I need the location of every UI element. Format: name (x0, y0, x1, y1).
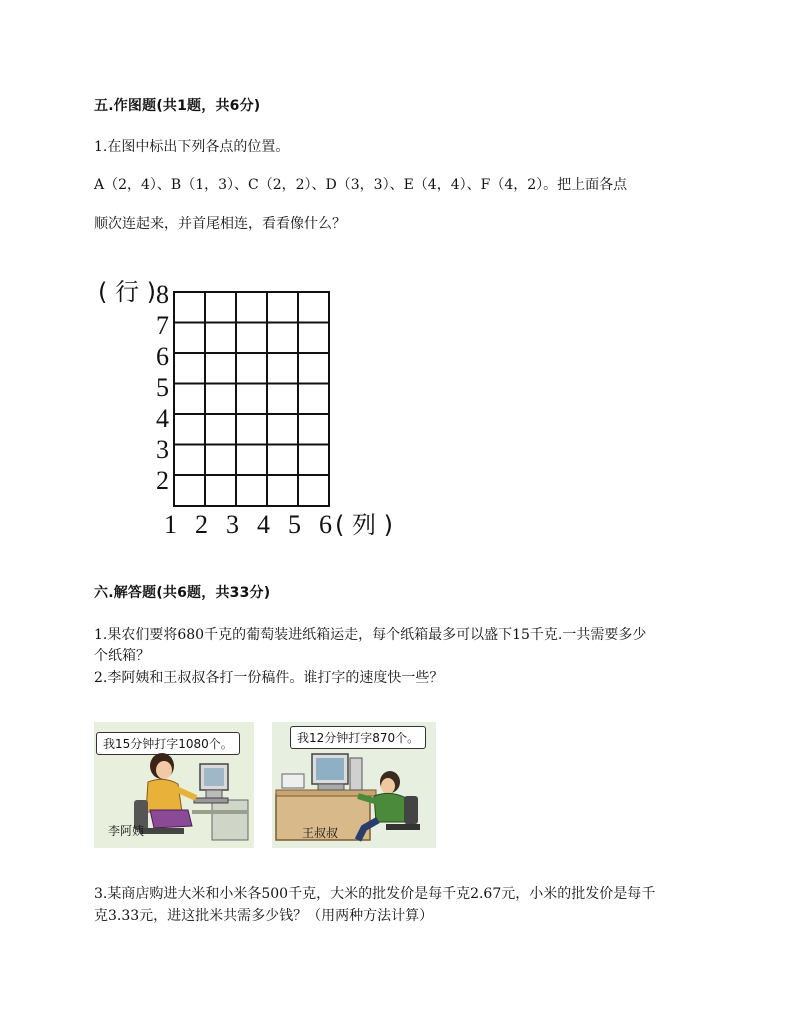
question-2: 2.李阿姨和王叔叔各打一份稿件。谁打字的速度快一些？ (94, 670, 444, 686)
column-number: 5 (288, 510, 301, 539)
question-1-points: A（2，4）、B（1，3）、C（2，2）、D（3，3）、E（4，4）、F（4，2）。把上面各点 (94, 177, 628, 193)
woman-typing-drawing (130, 752, 254, 844)
caption-left: 李阿姨 (108, 824, 145, 838)
row-number: 8 (156, 280, 169, 309)
question-3-line-2: 克3.33元，进这批米共需多少钱？（用两种方法计算） (94, 908, 434, 924)
question-1-ask: 顺次连起来，并首尾相连，看看像什么？ (94, 216, 346, 232)
column-axis-label: ( 列 ) (335, 511, 393, 539)
section-6-title: 六.解答题(共6题，共33分) (94, 585, 271, 601)
column-number: 1 (164, 510, 177, 539)
speech-bubble-left: 我15分钟打字1080个。 (96, 732, 240, 755)
row-number: 5 (156, 373, 169, 402)
column-number: 2 (195, 510, 208, 539)
row-number: 2 (156, 466, 169, 495)
man-typing-drawing (274, 744, 434, 844)
question-1-line-2: 个纸箱？ (94, 648, 150, 664)
section-5-title: 五.作图题(共1题，共6分) (94, 98, 261, 114)
question-1-instruction: 1.在图中标出下列各点的位置。 (94, 139, 290, 155)
column-number: 6 (319, 510, 332, 539)
row-axis-label: ( 行 ) (98, 278, 156, 306)
column-number: 4 (257, 510, 270, 539)
column-number: 3 (226, 510, 239, 539)
row-number: 3 (156, 435, 169, 464)
column-number-labels (164, 512, 364, 542)
row-number: 6 (156, 342, 169, 371)
coordinate-grid-figure (90, 270, 420, 545)
question-1-line-1: 1.果农们要将680千克的葡萄装进纸箱运走，每个纸箱最多可以盛下15千克.一共需要多少 (94, 627, 647, 643)
speech-bubble-right: 我12分钟打字870个。 (290, 726, 426, 749)
row-number: 7 (156, 311, 169, 340)
question-3-line-1: 3.某商店购进大米和小米各500千克，大米的批发价是每千克2.67元，小米的批发价是每千 (94, 886, 656, 902)
typing-illustration (94, 722, 436, 848)
row-number: 4 (156, 404, 169, 433)
grid-lines (173, 291, 333, 509)
caption-right: 王叔叔 (302, 826, 339, 840)
